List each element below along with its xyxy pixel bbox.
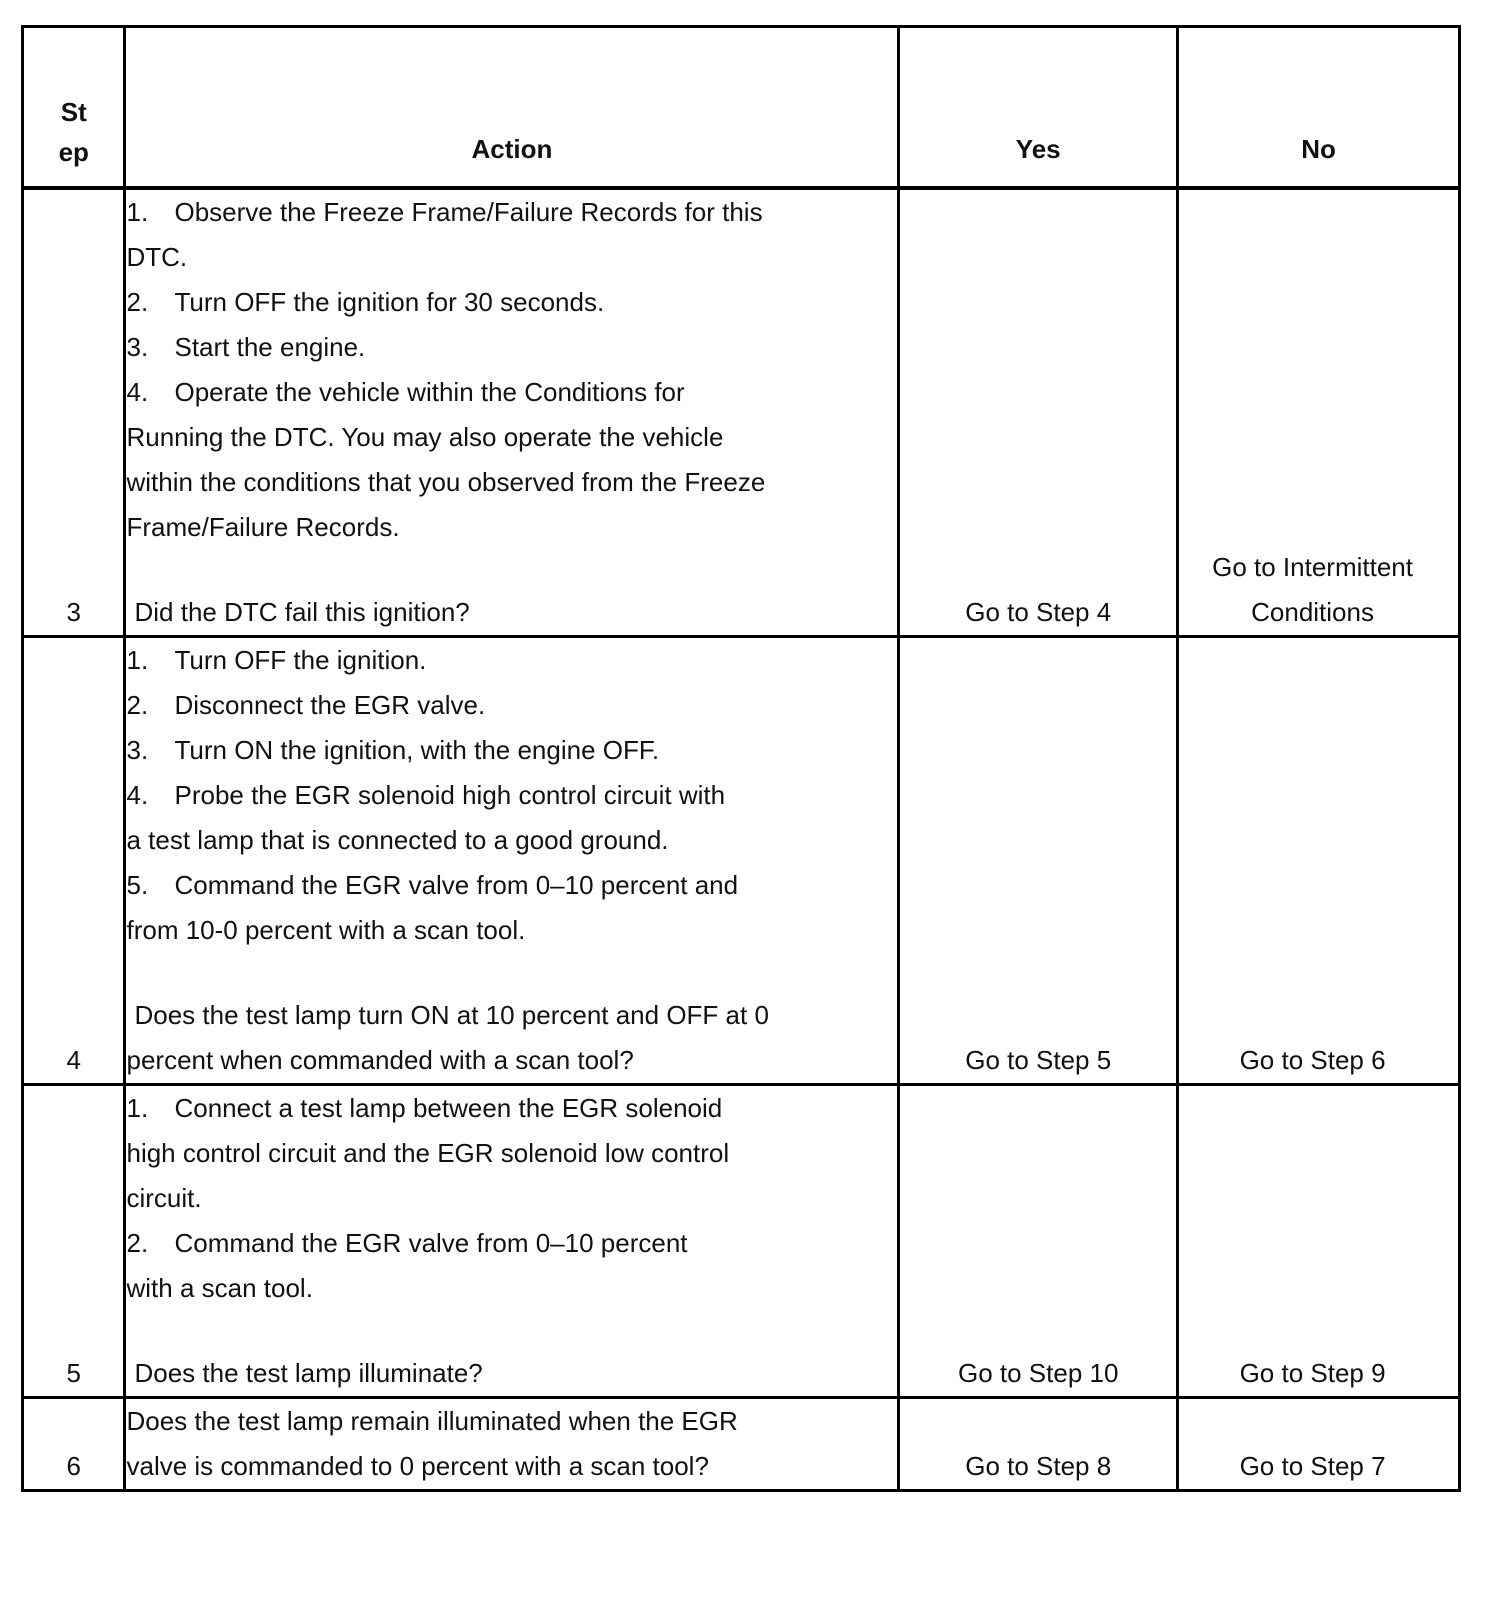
step-header-line2: ep [58,137,89,167]
step-header-line1: St [60,97,87,127]
action-item-continued: circuit. [126,1183,202,1213]
action-cell [125,1085,899,1398]
yes-result: Go to Step 5 [899,637,1178,1085]
action-item-continued: DTC. [126,242,188,272]
table-row-step-3 [23,188,1460,637]
no-result: Go to Step 6 [1178,637,1460,1085]
action-item-continued: with a scan tool. [126,1273,313,1303]
action-item: 3. Start the engine. [126,332,366,362]
step-column-header [23,27,125,189]
action-question: Does the test lamp illuminate? [134,1358,483,1388]
step-number: 5 [23,1085,125,1398]
diagnostic-table [21,25,1461,1492]
action-cell [125,637,899,1085]
action-item-continued: a test lamp that is connected to a good ground. [126,825,669,855]
action-item: 1. Connect a test lamp between the EGR solenoid [126,1093,723,1123]
action-item: 4. Operate the vehicle within the Conditions for [126,377,685,407]
action-item-continued: high control circuit and the EGR solenoid low control [126,1138,730,1168]
action-question: Does the test lamp remain illuminated when the EGR [126,1406,738,1436]
yes-result: Go to Step 4 [899,188,1178,637]
no-result-line2: Conditions [1251,597,1374,627]
action-item-continued: within the conditions that you observed from the Freeze [126,467,766,497]
step-number: 4 [23,637,125,1085]
action-item-continued: from 10-0 percent with a scan tool. [126,915,526,945]
table-header-row [23,27,1460,189]
action-item: 5. Command the EGR valve from 0–10 percent and [126,870,739,900]
action-item: 3. Turn ON the ignition, with the engine OFF. [126,735,660,765]
table-row-step-4 [23,637,1460,1085]
no-result: Go to Step 7 [1178,1398,1460,1491]
action-item: 1. Turn OFF the ignition. [126,645,427,675]
yes-column-header: Yes [899,27,1178,189]
no-column-header: No [1178,27,1460,189]
action-question: Does the test lamp turn ON at 10 percent and OFF at 0 [134,1000,769,1030]
table-row-step-5 [23,1085,1460,1398]
yes-result: Go to Step 10 [899,1085,1178,1398]
action-item-continued: Running the DTC. You may also operate the vehicle [126,422,724,452]
action-cell [125,1398,899,1491]
step-number: 6 [23,1398,125,1491]
action-item: 2. Disconnect the EGR valve. [126,690,486,720]
no-result [1178,188,1460,637]
no-result: Go to Step 9 [1178,1085,1460,1398]
action-item: 4. Probe the EGR solenoid high control circuit with [126,780,726,810]
no-result-line1: Go to Intermittent [1212,552,1413,582]
action-item-continued: Frame/Failure Records. [126,512,400,542]
action-item: 2. Command the EGR valve from 0–10 percent [126,1228,688,1258]
table-row-step-6 [23,1398,1460,1491]
yes-result: Go to Step 8 [899,1398,1178,1491]
action-question-continued: valve is commanded to 0 percent with a scan tool? [126,1451,709,1481]
action-column-header: Action [125,27,899,189]
step-number: 3 [23,188,125,637]
action-question-continued: percent when commanded with a scan tool? [126,1045,634,1075]
action-item: 1. Observe the Freeze Frame/Failure Records for this [126,197,763,227]
action-question: Did the DTC fail this ignition? [134,597,470,627]
action-item: 2. Turn OFF the ignition for 30 seconds. [126,287,605,317]
action-cell [125,188,899,637]
